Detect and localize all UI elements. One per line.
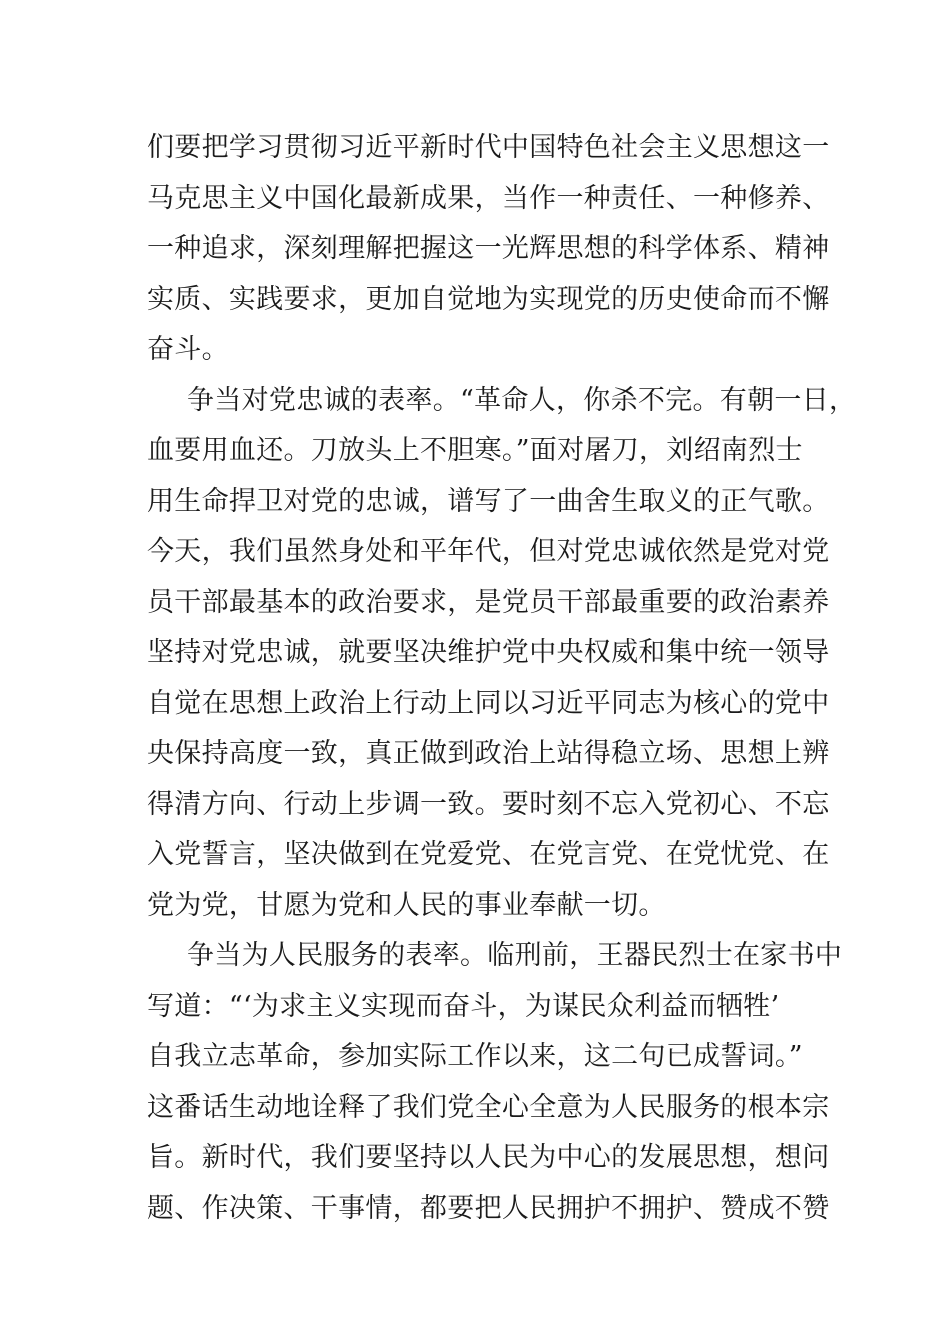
- text-line: 央保持高度一致，真正做到政治上站得稳立场、思想上辨: [147, 738, 830, 769]
- text-line: 马克思主义中国化最新成果，当作一种责任、一种修养、: [147, 182, 830, 214]
- text-line: 自觉在思想上政治上行动上同以习近平同志为核心的党中: [147, 687, 830, 719]
- text-line: 旨。新时代，我们要坚持以人民为中心的发展思想，想问: [147, 1142, 830, 1173]
- paragraph-start-line: 争当为人民服务的表率。临刑前，王器民烈士在家书中: [187, 940, 843, 971]
- text-line: 党为党，甘愿为党和人民的事业奉献一切。: [147, 889, 666, 921]
- text-line: 坚持对党忠诚，就要坚决维护党中央权威和集中统一领导: [147, 637, 830, 668]
- paragraph-start-line: 争当对党忠诚的表率。“革命人，你杀不完。有朝一日，: [187, 384, 857, 416]
- document-body: [147, 123, 857, 1234]
- text-line: 今天，我们虽然身处和平年代，但对党忠诚依然是党对党: [147, 536, 830, 567]
- text-line: 一种追求，深刻理解把握这一光辉思想的科学体系、精神: [147, 233, 830, 264]
- text-line: 这番话生动地诠释了我们党全心全意为人民服务的根本宗: [147, 1091, 830, 1123]
- text-line: 实质、实践要求，更加自觉地为实现党的历史使命而不懈: [147, 283, 830, 315]
- text-line: 用生命捍卫对党的忠诚，谱写了一曲舍生取义的正气歌。: [147, 485, 830, 517]
- text-line: 血要用血还。刀放头上不胆寒。”面对屠刀，刘绍南烈士: [147, 435, 803, 466]
- text-line: 们要把学习贯彻习近平新时代中国特色社会主义思想这一: [147, 132, 830, 163]
- text-line: 奋斗。: [147, 334, 229, 365]
- text-line: 得清方向、行动上步调一致。要时刻不忘入党初心、不忘: [147, 788, 830, 820]
- text-line: 题、作决策、干事情，都要把人民拥护不拥护、赞成不赞: [147, 1192, 830, 1224]
- text-line: 员干部最基本的政治要求，是党员干部最重要的政治素养: [147, 586, 830, 618]
- text-line: 入党誓言，坚决做到在党爱党、在党言党、在党忧党、在: [147, 839, 830, 870]
- text-line: 自我立志革命，参加实际工作以来，这二句已成誓词。”: [147, 1041, 803, 1072]
- text-line: 写道：“‘为求主义实现而奋斗，为谋民众利益而牺牲’: [147, 990, 780, 1022]
